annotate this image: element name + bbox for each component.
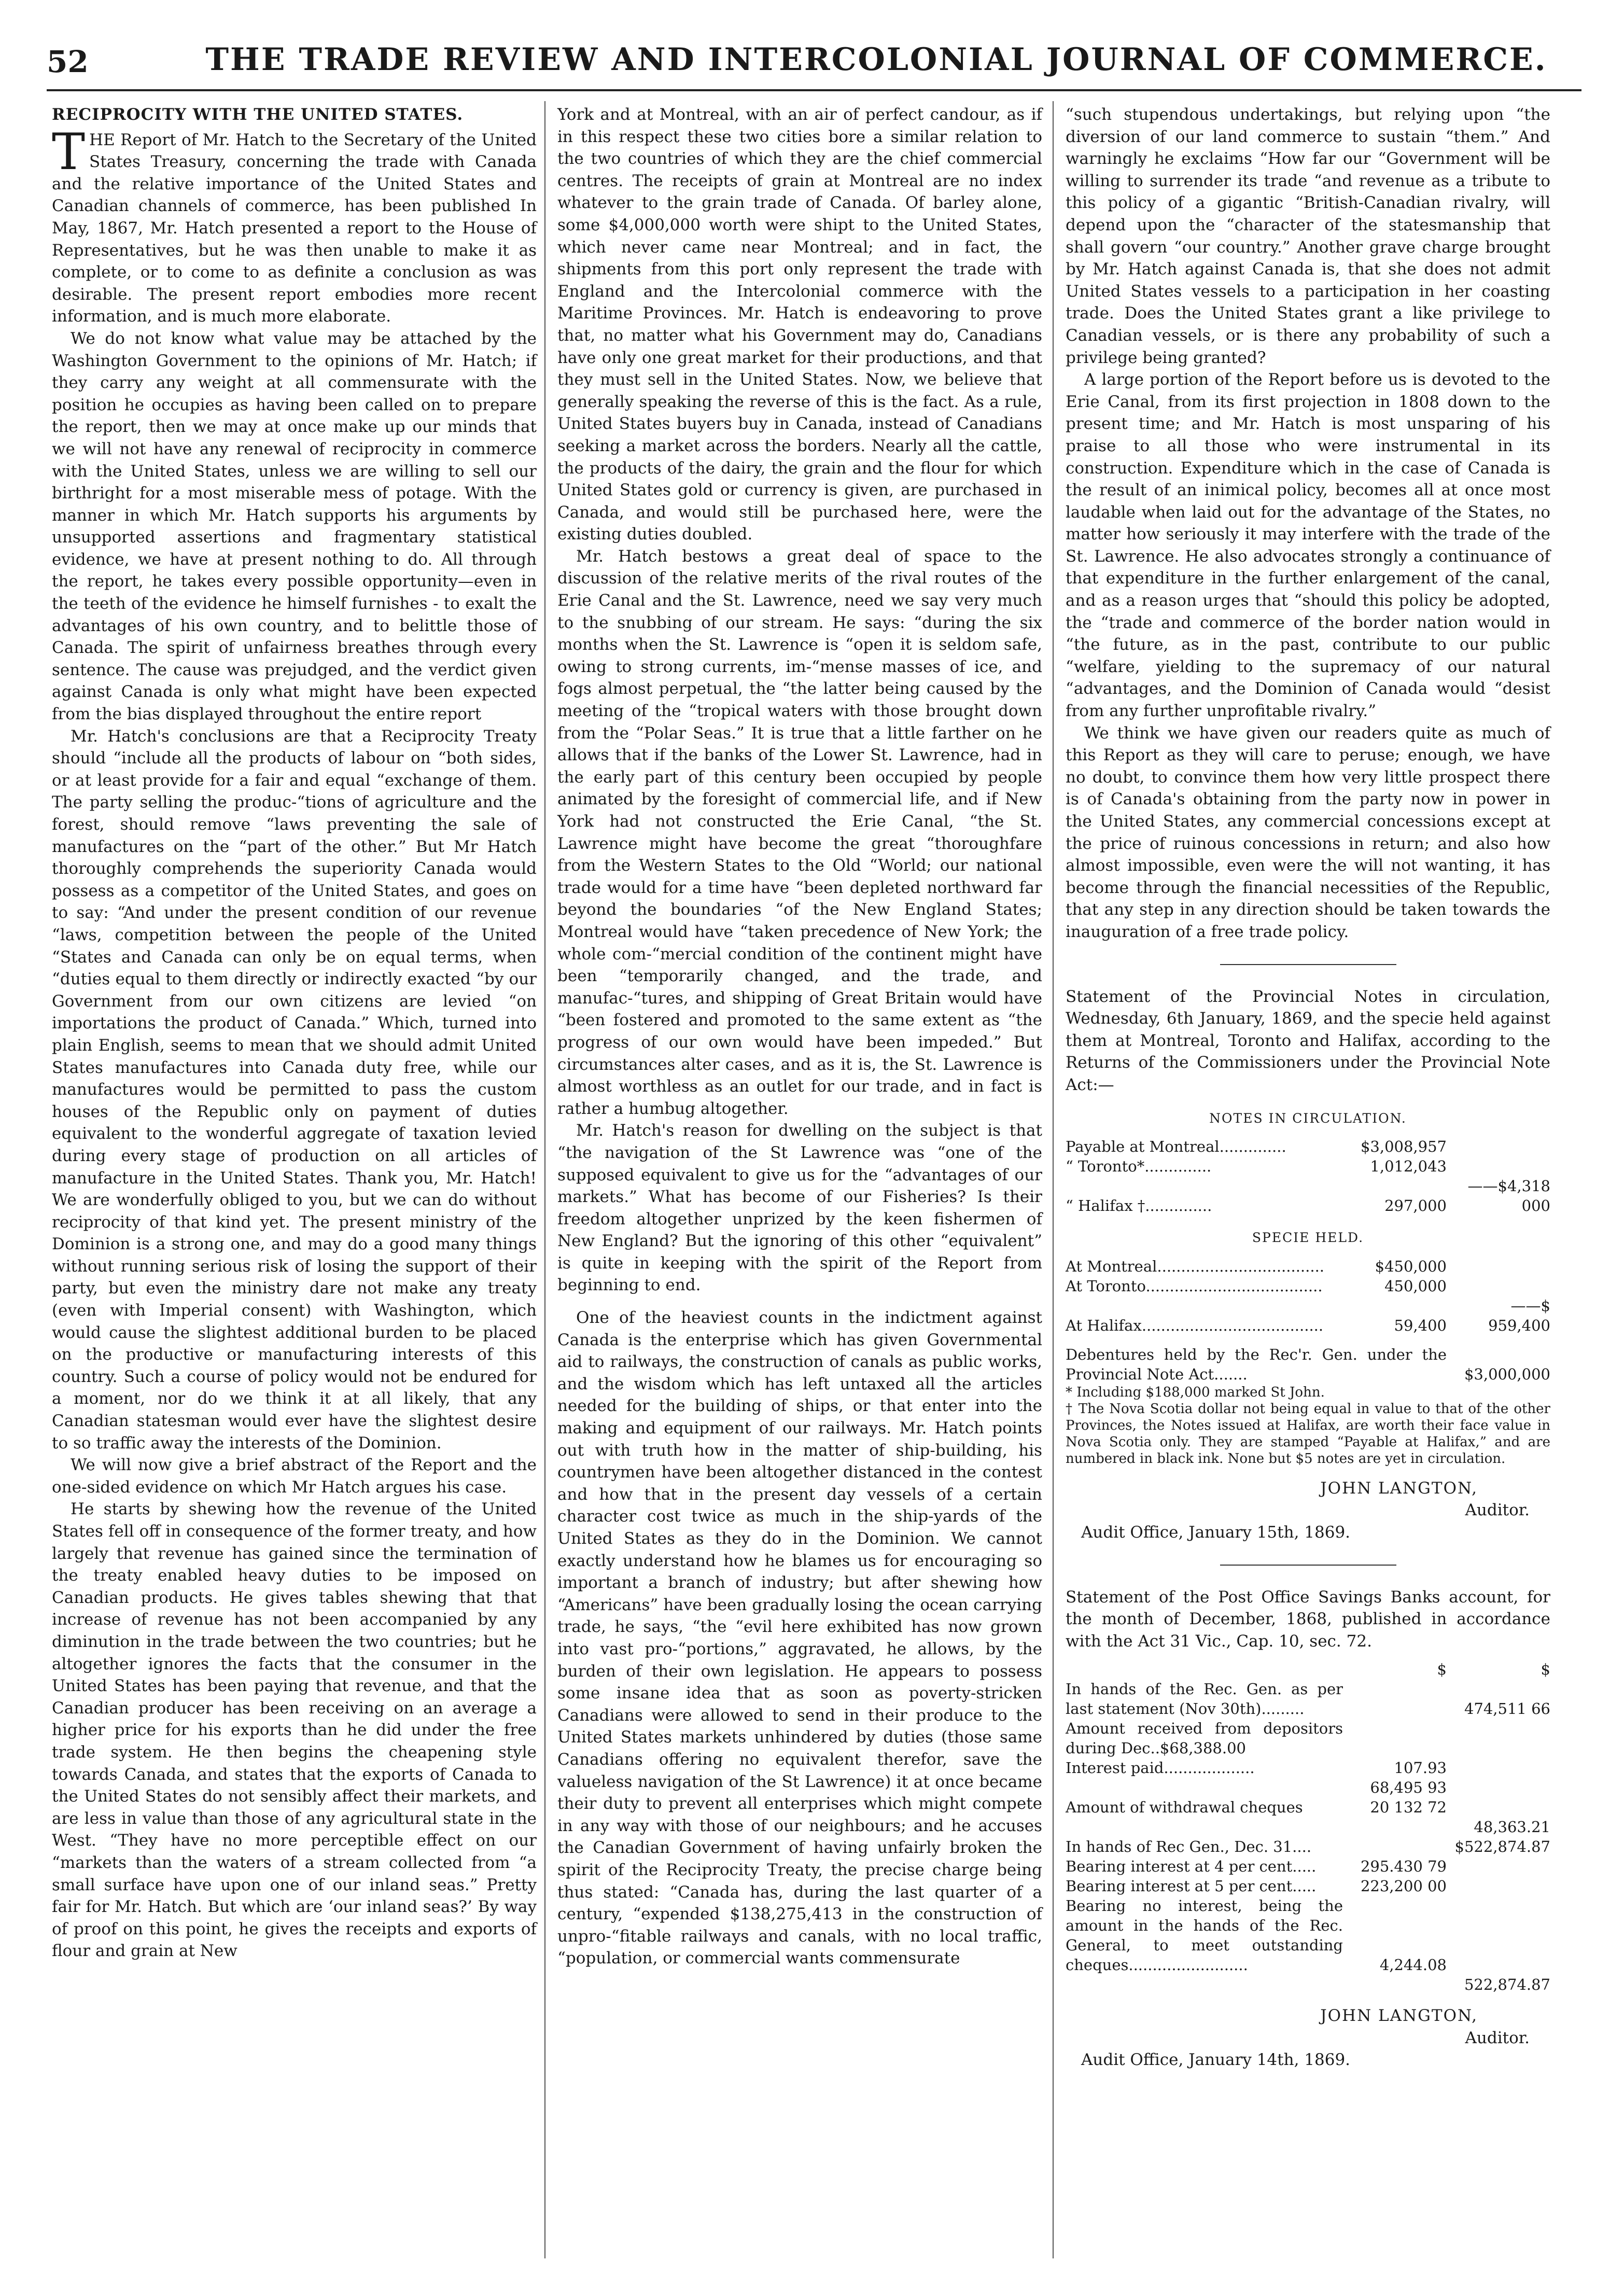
row-amount: 20 132 72 [1370, 1798, 1447, 1817]
provincial-notes-statement [1066, 986, 1550, 1544]
table-row [1066, 1797, 1550, 1817]
article-paragraph: Mr. Hatch's reason for dwelling on the subject is that “the navigation of the St Lawrence was “one of the supposed equivalent to give us for the “advantages of our markets.” What has become of our Fisheries? Is their freedom altogether unprized by the keen fishermen of New England? But the ignoring of this other “equivalent” is quite in keeping with the spirit of the Report from beginning to end. [557, 1121, 1042, 1295]
article-column-3 [1066, 104, 1550, 2071]
row-total: 474,511 66 [1464, 1700, 1550, 1718]
article-paragraph: York and at Montreal, with an air of perfect candour, as if in this respect these two cities bore a similar relation to the two countries of which they are the chief commercial centres. The receipts of grain at Montreal are no index whatever to the grain trade of Canada. Of barley alone, some $4,000,000 worth were shipt to the United States, which never came near Montreal; and in fact, the shipments from this port only represent the trade with England and the Intercolonial commerce with the Maritime Provinces. Mr. Hatch is endeavoring to prove that, no matter what his Government may do, Canadians have only one great market for their productions, and that they must sell in the United States. Now, we believe that generally speaking the reverse of this is the fact. As a rule, United States buyers buy in Canada, instead of Canadians seeking a market across the borders. Nearly all the cattle, the products of the dairy, the grain and the flour for which United States gold or currency is given, are purchased in Canada, and would still be purchased here, were the existing duties doubled. [557, 105, 1042, 544]
article-paragraph [52, 122, 537, 328]
row-label: In hands of Rec Gen., Dec. 31.... [1066, 1838, 1312, 1856]
table-row [1066, 1296, 1550, 1335]
footnote: † The Nova Scotia dollar not being equal in value to that of the other Provinces, the Notes issued at Halifax, are worth their face value in Nova Scotia only. They are stamped “Payable at Halifax,” and are numbered in black ink. None but $5 notes are yet in circulation. [1066, 1401, 1550, 1467]
specie-table [1066, 1257, 1550, 1335]
table-row [1066, 1975, 1550, 1994]
row-total [1447, 1156, 1550, 1176]
row-amount [1343, 1817, 1447, 1837]
row-label [1066, 1817, 1343, 1837]
row-label: At Toronto..................................... [1066, 1277, 1323, 1295]
row-amount: 68,495 93 [1370, 1779, 1447, 1797]
table-row [1066, 1719, 1550, 1758]
row-amount: 107.93 [1394, 1759, 1447, 1777]
debentures-table [1066, 1345, 1550, 1384]
article-paragraph: He starts by shewing how the revenue of the United States fell off in consequence of the former treaty, and how largely that revenue has gained since the termination of the treaty enabled heavy duties to be imposed on Canadian products. He gives tables shewing that that increase of revenue has not been accompanied by any diminution in the trade between the two countries; but he altogether ignores the facts that the consumer in the United States has been paying that revenue, and that the Canadian producer has been receiving on an average a higher price for his exports than he did under the free trade system. He then begins the cheapening style towards Canada, and states that the exports of Canada to the United States do not sensibly affect their markets, and are less in value than those of any agricultural state in the West. “They have no more perceptible effect on our “markets than the waters of a stream collected from “a small surface have upon one of our inland seas.” Pretty fair for Mr. Hatch. But which are ‘our inland seas?’ By way of proof on this point, he gives the receipts and exports of flour and grain at New [52, 1500, 537, 1961]
statement-intro: Statement of the Provincial Notes in circulation, Wednesday, 6th January, 1869, and the specie held against them at Montreal, Toronto and Halifax, according to the Returns of the Commissioners under the Provincial Note Act:— [1066, 987, 1550, 1094]
article-paragraph: We will now give a brief abstract of the Report and the one-sided evidence on which Mr Hatch argues his case. [52, 1456, 537, 1497]
row-amount [1343, 1679, 1447, 1719]
signature-title: Auditor. [1465, 1501, 1530, 1520]
row-label: At Halifax...................................... [1066, 1316, 1324, 1334]
table-row [1066, 1837, 1550, 1857]
row-total: ——$4,318 000 [1467, 1177, 1550, 1215]
page-header [47, 39, 1576, 111]
row-amount: 1,012,043 [1370, 1157, 1447, 1176]
statement-intro: Statement of the Post Office Savings Banks account, for the month of December, 1868, published in accordance with the Act 31 Vic., Cap. 10, sec. 72. [1066, 1587, 1550, 1651]
row-amount: 295.430 79 [1360, 1858, 1447, 1876]
row-amount: $450,000 [1375, 1257, 1447, 1275]
table-row [1066, 1876, 1550, 1896]
signature-name: JOHN LANGTON, [1320, 2006, 1478, 2026]
paragraph-text: HE Report of Mr. Hatch to the Secretary of the United States Treasury, concerning the trade with Canada and the relative importance of the United States and Canadian channels of commerce, has been published In May, 1867, Mr. Hatch presented a report to the House of Representatives, but he was then unable to make it as complete, or to come to as definite a conclusion as was desirable. The present report embodies more recent information, and is much more elaborate. [52, 130, 537, 326]
signature-name: JOHN LANGTON, [1320, 1478, 1478, 1498]
row-total: 522,874.87 [1464, 1976, 1550, 1994]
savings-table [1066, 1659, 1550, 1994]
row-total [1447, 1778, 1550, 1797]
row-total: 48,363.21 [1474, 1818, 1550, 1836]
section-divider [1220, 1565, 1396, 1566]
row-label: Payable at Montreal.............. [1066, 1138, 1286, 1156]
column-divider [544, 101, 545, 2258]
row-total [1447, 1758, 1550, 1778]
article-paragraph: “such stupendous undertakings, but relying upon “the diversion of our land commerce to sustain “them.” And warningly he exclaims “How far our “Government will be willing to surrender its trade “and revenue as a tribute to this policy of a gigantic “British-Canadian rivalry, will depend upon the “character of the statesmanship that shall govern “our country.” Another grave charge brought by Mr. Hatch against Canada is, that she does not admit United States vessels to a participation in her coasting trade. Does the United States grant a like privilege to Canadian vessels, or is there any probability of such a privilege being granted? [1066, 105, 1550, 367]
row-label: “ Toronto*.............. [1066, 1157, 1212, 1176]
row-total: ——$ 959,400 [1488, 1296, 1550, 1334]
row-amount: 223,200 00 [1360, 1877, 1447, 1895]
row-label: Interest paid................... [1066, 1759, 1255, 1777]
table-row [1066, 1758, 1550, 1778]
row-total [1447, 1797, 1550, 1817]
article-column-2 [557, 104, 1042, 1970]
column-head: $ [1437, 1660, 1447, 1679]
row-label: Bearing interest at 5 per cent..... [1066, 1877, 1317, 1895]
table-row [1066, 1679, 1550, 1719]
savings-bank-statement [1066, 1586, 1550, 2072]
row-total [1447, 1276, 1550, 1296]
specie-heading: SPECIE HELD. [1252, 1230, 1364, 1246]
table-row [1066, 1857, 1550, 1876]
article-paragraph: We do not know what value may be attached by the Washington Government to the opinions of Mr. Hatch; if they carry any weight at all commensurate with the position he occupies as having been called on to prepare the report, then we may at once make up our minds that we will not have any renewal of reciprocity in commerce with the United States, unless we are willing to sell our birthright for a most miserable mess of potage. With the manner in which Mr. Hatch supports his arguments by unsupported assertions and fragmentary statistical evidence, we have at present nothing to do. All through the report, he takes every possible opportunity—even in the teeth of the evidence he himself furnishes - to exalt the advantages of his own country, and to belittle those of Canada. The spirit of unfairness breathes through every sentence. The cause was prejudged, and the verdict given against Canada is only what might have been expected from the bias displayed throughout the entire report [52, 329, 537, 724]
table-row [1066, 1817, 1550, 1837]
row-total [1447, 1719, 1550, 1758]
article-title: RECIPROCITY WITH THE UNITED STATES. [52, 105, 464, 124]
article-paragraph: Mr. Hatch bestows a great deal of space to the discussion of the relative merits of the rival routes of the Erie Canal and the St. Lawrence, need we say very much to the snubbing of our stream. He says: “during the six months when the St. Lawrence is “open it is seldom safe, owing to strong currents, im-“mense masses of ice, and fogs almost perpetual, the “the latter being caused by the meeting of the “tropical waters with those brought down from the “Polar Seas.” It is true that a little farther on he allows that if the banks of the Lower St. Lawrence, had in the early part of this century been occupied by people animated by the foresight of commercial life, and if New York had not constructed the Erie Canal, “the St. Lawrence might have become the great “thoroughfare from the Western States to the Old “World; our national trade would for a time have “been depleted northward far beyond the boundaries “of the New England States; Montreal would have “taken precedence of New York; the whole com-“mercial condition of the continent might have been “temporarily changed, and the trade, and manufac-“tures, and shipping of Great Britain would have “been fostered and promoted to the same extent as “the progress of our own would have been impeded.” But circumstances alter cases, and as it is, the St. Lawrence is almost worthless as an outlet for our trade, and in fact is rather a humbug altogether. [557, 547, 1042, 1118]
table-row [1066, 1137, 1550, 1156]
row-label: At Montreal................................... [1066, 1257, 1325, 1275]
row-total [1447, 1876, 1550, 1896]
table-row [1066, 1176, 1550, 1216]
table-row [1066, 1276, 1550, 1296]
article-paragraph: One of the heaviest counts in the indictment against Canada is the enterprise which has given Governmental aid to railways, the construction of canals as public works, and the wisdom which has left untaxed all the articles needed for the building of ships, or that enter into the making and equipment of our railways. Mr. Hatch points out with truth how in the matter of ship-building, his countrymen have been altogether distanced in the contest and how that in the present day vessels of a certain character cost twice as much in the ship-yards of the United States as they do in the Dominion. We cannot exactly understand how he blames us for encouraging so important a branch of industry; but after shewing how “Americans” have been gradually losing the ocean carrying trade, he says, “the “evil here exhibited has now grown into vast pro-“portions,” aggravated, he allows, by the burden of their own legislation. He appears to possess some insane idea that as soon as poverty-stricken Canadians were allowed to send in their produce to the United States markets unhindered by duties (those same Canadians offering no equivalent therefor, save the valueless navigation of the St Lawrence) it at once became their duty to prevent all enterprises which might compete in any way with those of our neighbours; and he accuses the Canadian Government of having unfairly broken the spirit of the Reciprocity Treaty, the precise charge being thus stated: “Canada has, during the last quarter of a century, “expended $138,275,413 in the construction of unpro-“fitable railways and canals, with no local traffic, “population, or commercial wants commensurate [557, 1308, 1042, 1968]
notes-table [1066, 1137, 1550, 1216]
row-amount [1343, 1719, 1447, 1758]
row-total [1447, 1137, 1550, 1156]
row-total: $522,874.87 [1454, 1838, 1550, 1856]
footnote: * Including $188,000 marked St John. [1066, 1384, 1325, 1400]
article-column-1 [52, 104, 537, 1962]
column-divider [1053, 101, 1054, 2258]
article-paragraph: A large portion of the Report before us is devoted to the Erie Canal, from its first projection in 1808 down to the present time; and Mr. Hatch is most unsparing of his praise to all those who were instrumental in its construction. Expenditure which in the case of Canada is the result of an inimical policy, becomes all at once most laudable when laid out for the advantage of the States, no matter how seriously it may interfere with the trade of the St. Lawrence. He also advocates strongly a continuance of that expenditure in the further enlargement of the canal, and as a reason urges that “should this policy be adopted, the “trade and commerce of the border nation would in “the future, as in the past, contribute to our public “welfare, yielding to the supremacy of our natural “advantages, and the Dominion of Canada would “desist from any further unprofitable rivalry.” [1066, 370, 1550, 721]
row-amount: 297,000 [1384, 1197, 1447, 1215]
row-amount: 59,400 [1394, 1316, 1447, 1334]
row-label: Bearing interest at 4 per cent..... [1066, 1858, 1317, 1876]
row-total [1447, 1257, 1550, 1276]
row-total [1447, 1896, 1550, 1975]
table-row [1066, 1896, 1550, 1975]
debentures-label: Debentures held by the Rec'r. Gen. under the Provincial Note Act....... [1066, 1345, 1447, 1383]
drop-cap: T [52, 122, 86, 181]
table-row [1066, 1257, 1550, 1276]
debentures-amount: $3,000,000 [1464, 1365, 1550, 1383]
row-amount: $3,008,957 [1360, 1138, 1447, 1156]
row-amount [1343, 1837, 1447, 1857]
row-label: Amount received from depositors during Dec..$68,388.00 [1066, 1720, 1343, 1757]
article-paragraph: We think we have given our readers quite as much of this Report as they will care to peruse; enough, we have no doubt, to convince them how very little prospect there is of Canada's obtaining from the party now in power in the United States, any commercial concessions except at the price of ruinous concessions in return; and also how almost impossible, even were the will not wanting, it has become through the financial necessities of the Republic, that any step in any direction should be taken towards the inauguration of a free trade policy. [1066, 723, 1550, 941]
table-row [1066, 1156, 1550, 1176]
page-number: 52 [47, 44, 89, 79]
section-divider [1220, 964, 1396, 965]
row-amount: 450,000 [1384, 1277, 1447, 1295]
column-head: $ [1541, 1660, 1550, 1679]
row-total [1447, 1857, 1550, 1876]
journal-title: THE TRADE REVIEW AND INTERCOLONIAL JOURNAL OF COMMERCE. [205, 41, 1547, 78]
row-label [1066, 1975, 1343, 1994]
table-header-row [1066, 1659, 1550, 1679]
row-label: In hands of the Rec. Gen. as per last statement (Nov 30th)......... [1066, 1680, 1343, 1718]
article-paragraph: Mr. Hatch's conclusions are that a Reciprocity Treaty should “include all the products of labour on “both sides, or at least provide for a fair and equal “exchange of them. The party selling the produc-“tions of agriculture and the forest, should remove “laws preventing the sale of manufactures on the “part of the other.” But Mr Hatch thoroughly comprehends the superiority Canada would possess as a competitor of the United States, and goes on to say: “And under the present condition of our revenue “laws, competition between the people of the United “States and Canada can only be on equal terms, when “duties equal to them directly or indirectly exacted “by our Government from our own citizens are levied “on importations the product of Canada.” Which, turned into plain English, seems to mean that we should admit United States manufactures into Canada duty free, while our manufactures would be permitted to pass the custom houses of the Republic only on payment of duties equivalent to the wonderful aggregate of taxation levied during every stage of production on all articles of manufacture in the United States. Thank you, Mr. Hatch! We are wonderfully obliged to you, but we can do without reciprocity of that kind yet. The present ministry of the Dominion is a strong one, and may do a good many things without running serious risk of losing the support of their party, but even the ministry dare not make any treaty (even with Imperial consent) with Washington, which would cause the slightest additional burden to be placed on the productive or manufacturing interests of this country. Such a course of policy would not be endured for a moment, nor do we think it at all likely, that any Canadian statesman would ever have the slightest desire to so traffic away the interests of the Dominion. [52, 727, 537, 1453]
signature-date: Audit Office, January 14th, 1869. [1081, 2050, 1351, 2070]
signature-date: Audit Office, January 15th, 1869. [1081, 1523, 1351, 1542]
row-amount [1343, 1975, 1447, 1994]
row-label [1066, 1778, 1343, 1797]
table-row [1066, 1345, 1550, 1384]
row-label: “ Halifax †.............. [1066, 1197, 1212, 1215]
signature-title: Auditor. [1465, 2028, 1530, 2047]
notes-heading: NOTES IN CIRCULATION. [1209, 1110, 1407, 1126]
table-row [1066, 1778, 1550, 1797]
header-rule [47, 89, 1581, 91]
row-label: Bearing no interest, being the amount in the hands of the Rec. General, to meet outstanding cheques......................... [1066, 1897, 1343, 1974]
row-amount: 4,244.08 [1379, 1956, 1447, 1974]
row-label: Amount of withdrawal cheques [1066, 1798, 1303, 1817]
